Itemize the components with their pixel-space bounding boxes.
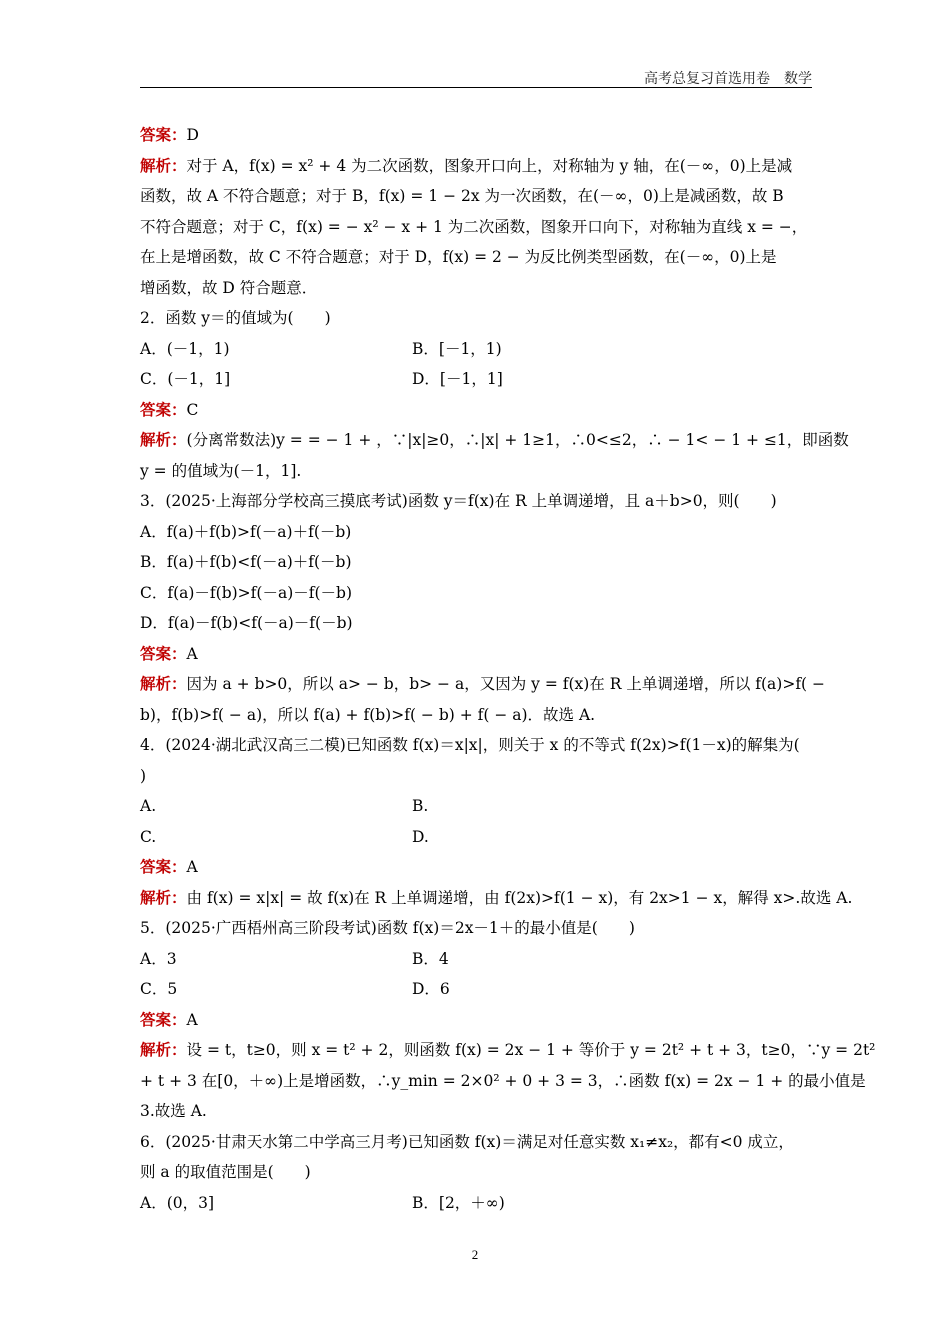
answer-value: A (186, 858, 198, 876)
header-title: 高考总复习首选用卷 数学 (644, 71, 812, 87)
q3-answer (140, 639, 812, 670)
q1-answer (140, 120, 812, 151)
answer-value: A (186, 1010, 198, 1029)
answer-value: A (186, 644, 198, 663)
q1-analysis-line: 在上是增函数，故 C 不符合题意；对于 D，f(x) = 2 − 为反比例类型函数，在(－∞，0)上是 (140, 248, 777, 266)
q3-analysis-line (140, 669, 826, 700)
analysis-label: 解析： (140, 675, 187, 693)
analysis-text: 设 = t，t≥0，则 x = t² + 2，则函数 f(x) = 2x − 1 + 等价于 y = 2t² + t + 3，t≥0，∵y = 2t² (186, 1041, 876, 1059)
q6-options-row (140, 1188, 812, 1219)
answer-label: 答案： (140, 858, 187, 876)
option-b: B．[2，＋∞) (412, 1193, 505, 1212)
q1-analysis-line: 增函数，故 D 符合题意． (140, 278, 318, 297)
analysis-text: 对于 A，f(x) = x² + 4 为二次函数，图象开口向上，对称轴为 y 轴，在(－∞，0)上是减 (186, 156, 793, 175)
q1-analysis-line: 不符合题意；对于 C，f(x) = − x² − x + 1 为二次函数，图象开口向下，对称轴为直线 x = −， (140, 217, 808, 236)
q4-answer (140, 852, 812, 883)
page-number: 2 (471, 1247, 479, 1262)
page-content (140, 120, 876, 1218)
q2-answer (140, 395, 812, 426)
option-d: D．6 (412, 980, 450, 998)
option-d: D．[－1，1] (412, 370, 503, 388)
option-d: D．f(a)－f(b)<f(－a)－f(－b) (140, 614, 353, 632)
q2-stem: 2．函数 y＝的值域为( ) (140, 309, 331, 327)
q5-answer (140, 1005, 812, 1036)
q2-options-row (140, 364, 812, 395)
analysis-label: 解析： (140, 156, 187, 175)
option-c: C．f(a)－f(b)>f(－a)－f(－b) (140, 583, 352, 602)
option-a: A．(－1，1) (140, 339, 230, 358)
option-c: C．(－1，1] (140, 370, 231, 388)
q4-options-row (140, 822, 812, 853)
q5-analysis-line: + t + 3 在[0，＋∞)上是增函数，∴y_min = 2×0² + 0 + 3 = 3，∴函数 f(x) = 2x − 1 + 的最小值是 (140, 1071, 866, 1090)
q2-analysis-line: y = 的值域为(－1，1]. (140, 461, 302, 480)
option-b: B．4 (412, 949, 449, 968)
option-a: A．3 (140, 949, 177, 968)
q6-stem: 6．(2025·甘肃天水第二中学高三月考)已知函数 f(x)＝满足对任意实数 x₁≠x₂，都有<0 成立， (140, 1132, 794, 1151)
option-b: B. (412, 797, 429, 815)
q5-options-row (140, 974, 812, 1005)
analysis-text: 因为 a + b>0，所以 a> − b，b> − a，又因为 y = f(x)在 R 上单调递增，所以 f(a)>f( − (186, 675, 826, 693)
option-d: D. (412, 827, 429, 846)
q1-analysis-line (140, 151, 812, 182)
q5-stem: 5．(2025·广西梧州高三阶段考试)函数 f(x)＝2x－1＋的最小值是( ) (140, 919, 635, 937)
q3-analysis-line: b)，f(b)>f( − a)，所以 f(a) + f(b)>f( − b) + f( − a)．故选 A. (140, 705, 596, 724)
analysis-text: (分离常数法)y = = − 1 + ，∵|x|≥0，∴|x| + 1≥1，∴0<≤2，∴ − 1< − 1 + ≤1，即函数 (186, 431, 849, 449)
q4-options-row (140, 791, 812, 822)
q5-analysis-line: 3.故选 A. (140, 1102, 207, 1120)
option-a: A. (140, 797, 157, 815)
answer-value: C (186, 400, 199, 419)
analysis-label: 解析： (140, 431, 187, 449)
q5-options-row (140, 944, 812, 975)
answer-label: 答案： (140, 400, 187, 419)
analysis-label: 解析： (140, 888, 187, 907)
q3-stem: 3．(2025·上海部分学校高三摸底考试)函数 y＝f(x)在 R 上单调递增，且 a＋b>0，则( ) (140, 492, 777, 510)
option-c: C．5 (140, 980, 178, 998)
q4-analysis-line (140, 883, 853, 914)
q4-stem: 4．(2024·湖北武汉高三二模)已知函数 f(x)＝x|x|，则关于 x 的不等式 f(2x)>f(1－x)的解集为( (140, 736, 800, 754)
q4-stem: ) (140, 766, 147, 785)
answer-label: 答案： (140, 644, 187, 663)
q6-stem: 则 a 的取值范围是( ) (140, 1163, 311, 1181)
q2-analysis-line (140, 425, 849, 456)
option-a: A．(0，3] (140, 1193, 215, 1212)
answer-value: D (186, 126, 199, 144)
q2-options-row (140, 334, 812, 365)
option-a: A．f(a)＋f(b)>f(－a)＋f(－b) (140, 522, 352, 541)
analysis-label: 解析： (140, 1041, 187, 1059)
q1-analysis-line: 函数，故 A 不符合题意；对于 B，f(x) = 1 − 2x 为一次函数，在(－∞，0)上是减函数，故 B (140, 187, 784, 205)
answer-label: 答案： (140, 1010, 187, 1029)
option-b: B．[－1，1) (412, 339, 502, 358)
option-b: B．f(a)＋f(b)<f(－a)＋f(－b) (140, 553, 352, 571)
q5-analysis-line (140, 1035, 876, 1066)
analysis-text: 由 f(x) = x|x| = 故 f(x)在 R 上单调递增，由 f(2x)>f(1 − x)，有 2x>1 − x，解得 x>.故选 A. (186, 888, 853, 907)
answer-label: 答案： (140, 126, 187, 144)
header-divider (140, 87, 812, 88)
page-header (140, 66, 812, 86)
option-c: C. (140, 827, 157, 846)
